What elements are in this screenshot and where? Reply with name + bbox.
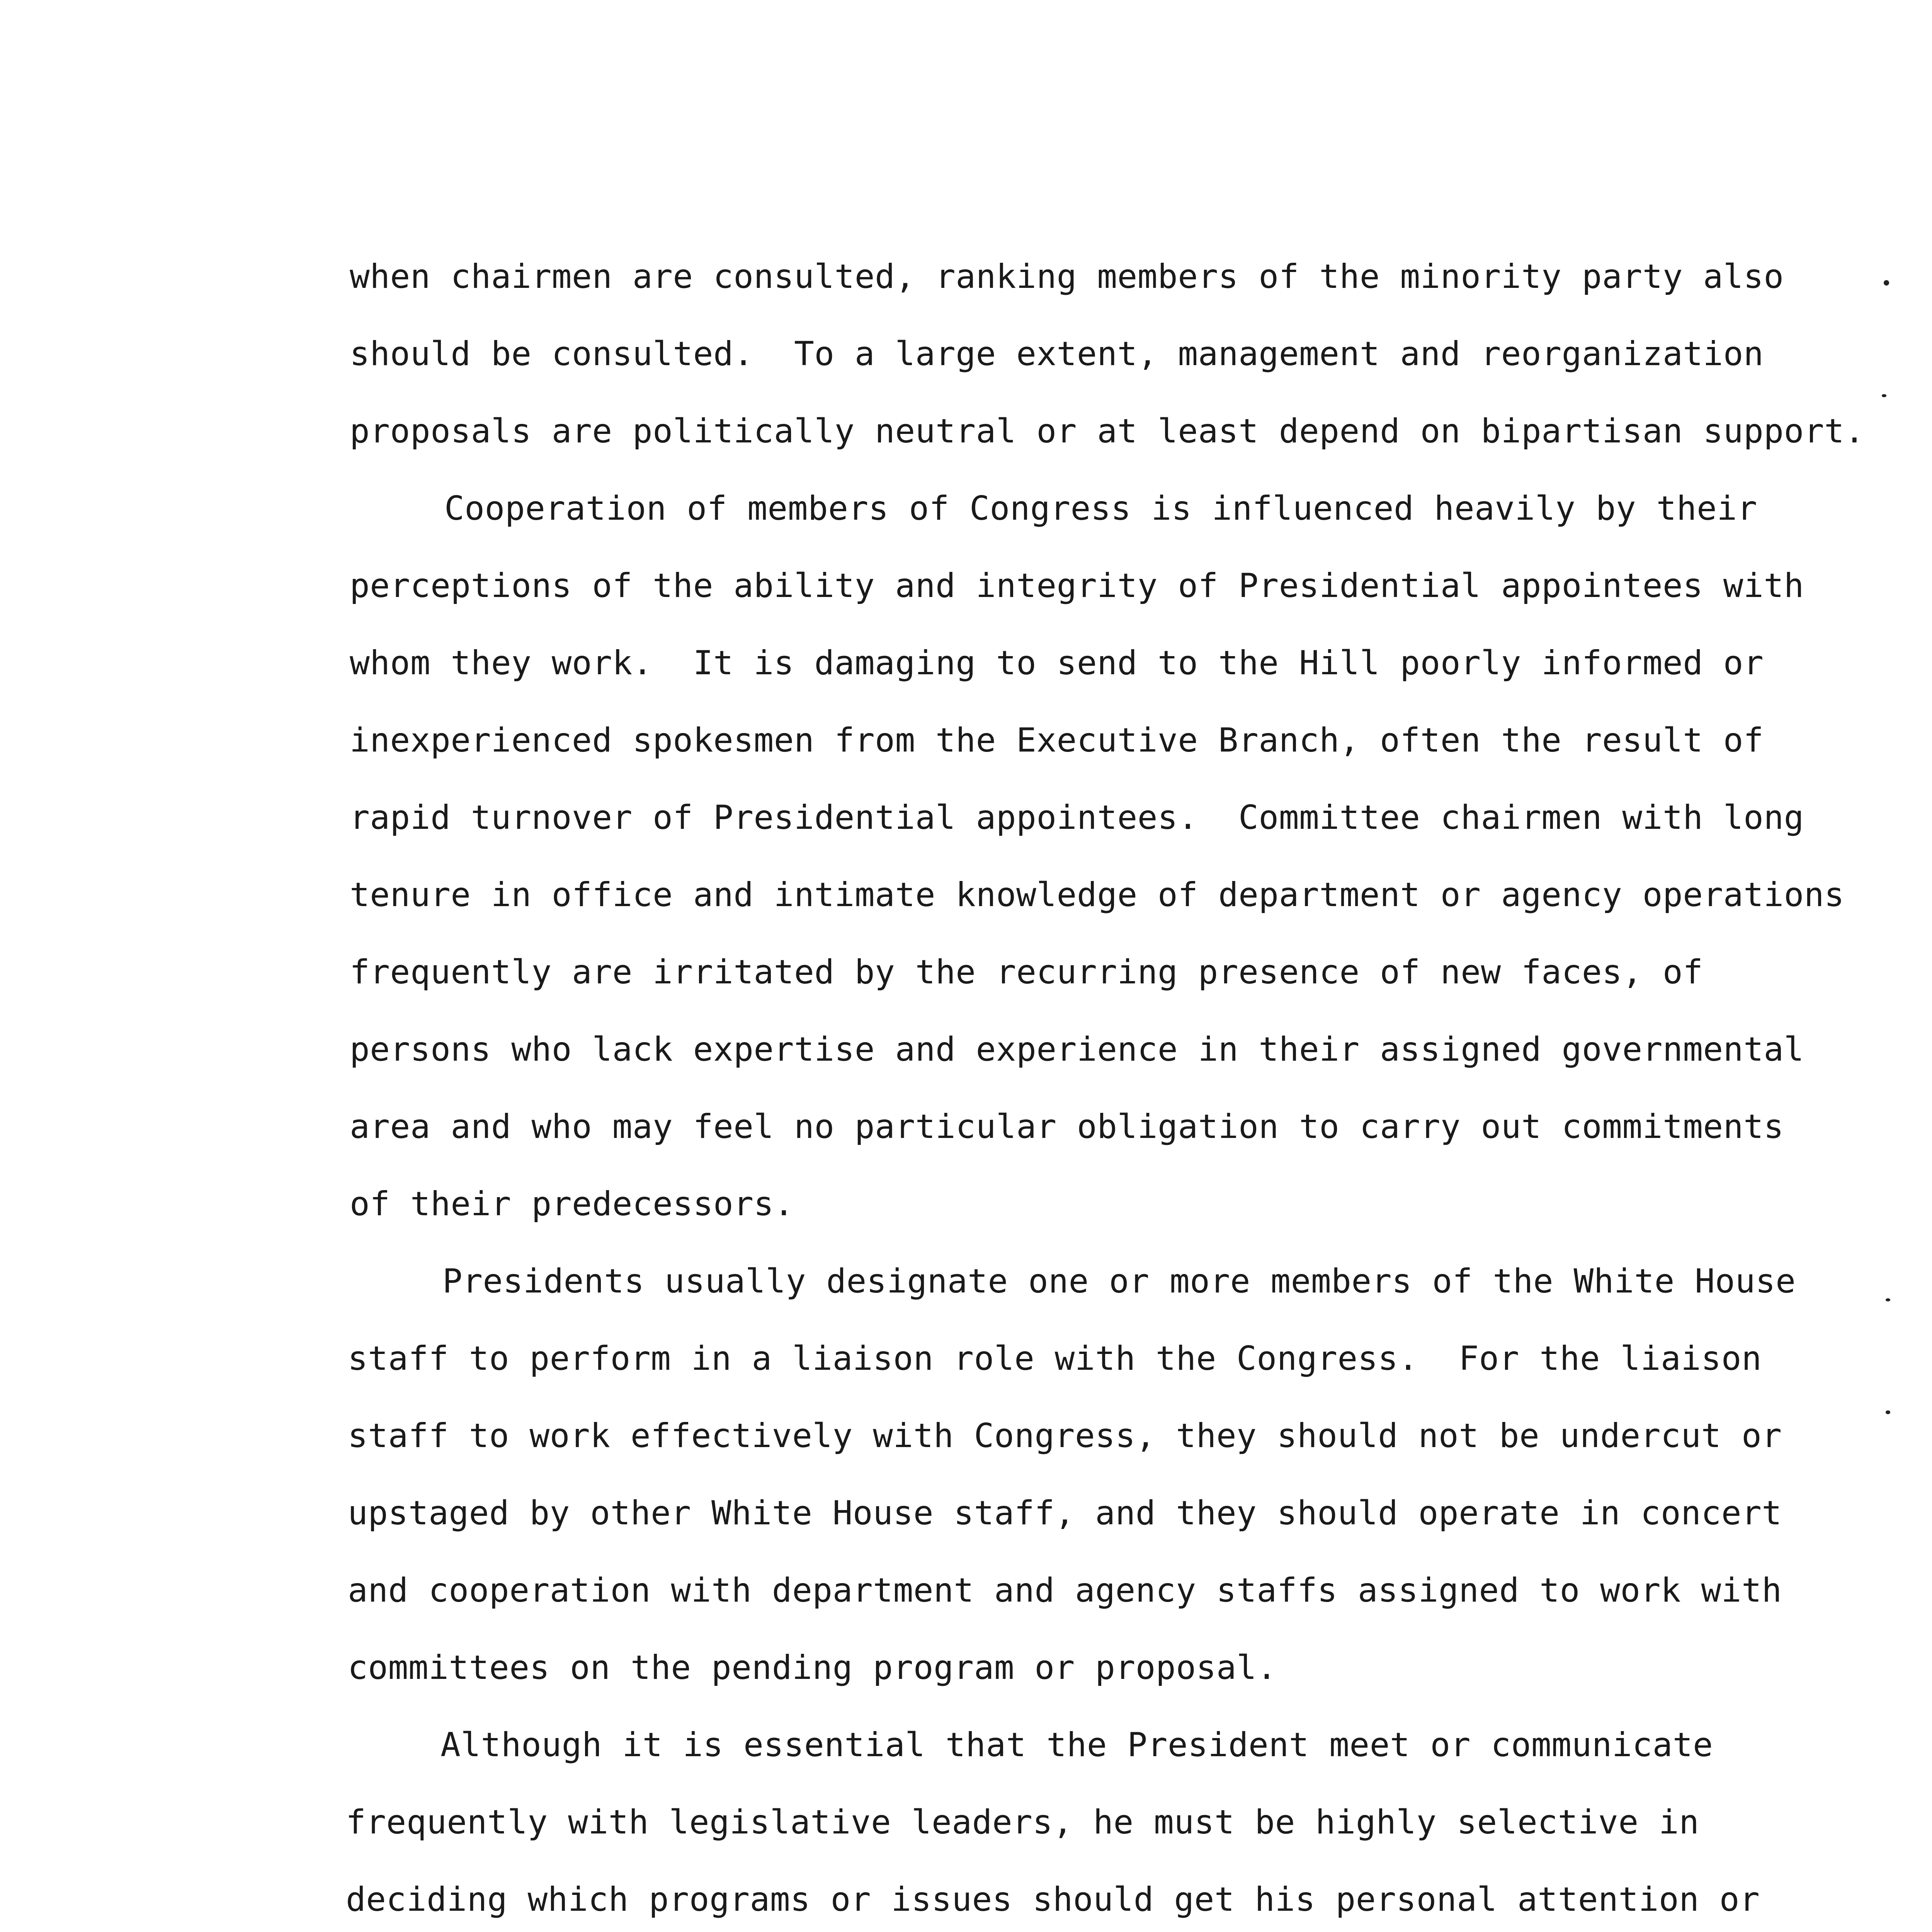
text-line: Cooperation of members of Congress is influenced heavily by their	[444, 489, 1757, 528]
text-line: tenure in office and intimate knowledge of department or agency operations	[350, 876, 1845, 914]
text-line: deciding which programs or issues should get his personal attention or	[346, 1880, 1760, 1919]
text-line: staff to work effectively with Congress, they should not be undercut or	[348, 1417, 1782, 1455]
text-line: and cooperation with department and agency staffs assigned to work with	[348, 1571, 1782, 1610]
text-line: persons who lack expertise and experience in their assigned governmental	[350, 1030, 1804, 1069]
text-line: inexperienced spokesmen from the Executive Branch, often the result of	[350, 721, 1764, 760]
margin-speck	[1886, 1410, 1890, 1414]
text-line: Presidents usually designate one or more members of the White House	[442, 1262, 1796, 1301]
margin-speck	[1886, 1298, 1890, 1301]
text-line: Although it is essential that the President meet or communicate	[440, 1726, 1713, 1764]
text-line: when chairmen are consulted, ranking members of the minority party also	[350, 257, 1784, 296]
margin-speck	[1882, 394, 1886, 397]
text-line: perceptions of the ability and integrity of Presidential appointees with	[350, 566, 1804, 605]
text-line: rapid turnover of Presidential appointees. Committee chairmen with long	[350, 798, 1804, 837]
margin-speck	[1884, 280, 1889, 286]
text-line: area and who may feel no particular obligation to carry out commitments	[350, 1107, 1784, 1146]
text-line: upstaged by other White House staff, and they should operate in concert	[348, 1494, 1782, 1532]
text-line: of their predecessors.	[350, 1185, 794, 1223]
text-line: frequently with legislative leaders, he must be highly selective in	[346, 1803, 1699, 1842]
text-line: whom they work. It is damaging to send to the Hill poorly informed or	[350, 644, 1764, 682]
text-line: frequently are irritated by the recurring presence of new faces, of	[350, 953, 1703, 992]
text-line: proposals are politically neutral or at least depend on bipartisan support.	[350, 412, 1865, 451]
text-line: staff to perform in a liaison role with the Congress. For the liaison	[348, 1339, 1762, 1378]
text-line: should be consulted. To a large extent, management and reorganization	[350, 335, 1764, 373]
text-line: committees on the pending program or proposal.	[348, 1648, 1277, 1687]
